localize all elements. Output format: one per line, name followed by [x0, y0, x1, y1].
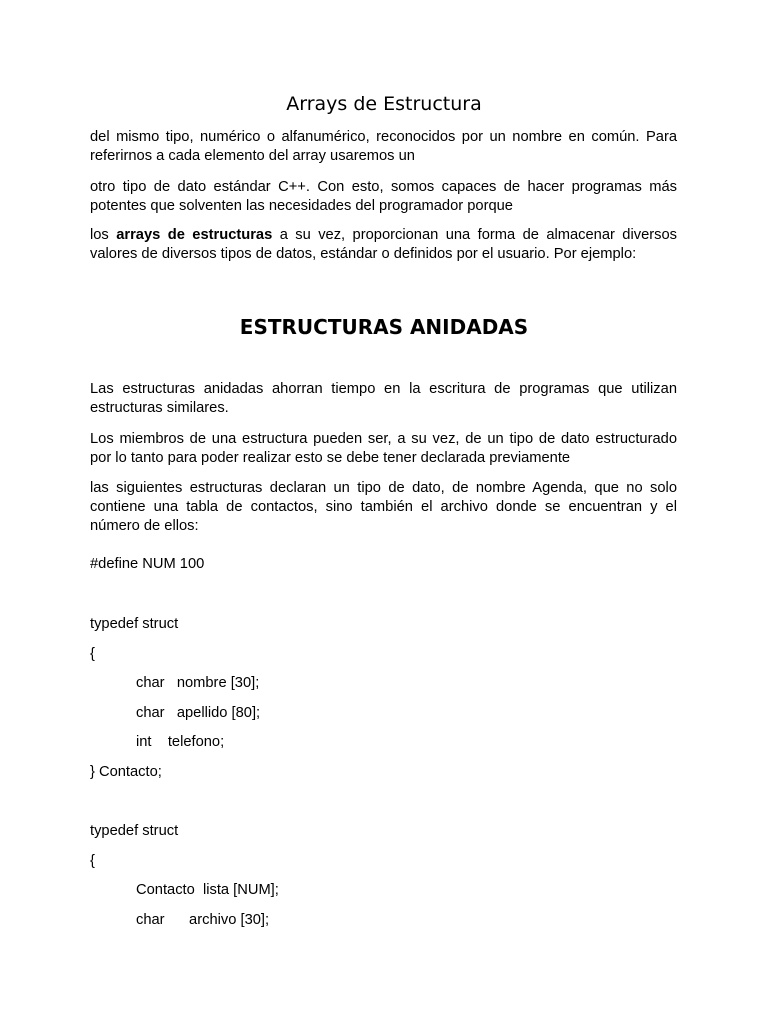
paragraph-5: Los miembros de una estructura pueden ser, a su vez, de un tipo de dato estructurado por lo tanto para poder realizar esto se debe tener declarada previamente [90, 431, 677, 466]
code-define: #define NUM 100 [90, 556, 205, 572]
section-heading: ESTRUCTURAS ANIDADAS [239, 315, 529, 339]
document-title: Arrays de Estructura [286, 93, 482, 115]
paragraph-4: Las estructuras anidadas ahorran tiempo en la escritura de programas que utilizan estructuras similares. [90, 381, 677, 416]
paragraph-3-suffix: a su vez, proporcionan una forma de almacenar diversos valores de diversos tipos de datos, estándar o definidos por el usuario. Por ejemplo: [90, 227, 678, 262]
code-line-archivo: char archivo [30]; [136, 912, 270, 928]
code-open-brace-1: { [90, 646, 95, 662]
code-typedef-1: typedef struct [90, 616, 179, 632]
code-open-brace-2: { [90, 853, 95, 869]
paragraph-3-prefix: los [90, 227, 117, 243]
code-line-apellido: char apellido [80]; [136, 705, 261, 721]
paragraph-3-bold: arrays de estructuras [116, 227, 273, 243]
code-line-telefono: int telefono; [136, 734, 225, 750]
code-typedef-2: typedef struct [90, 823, 179, 839]
paragraph-6: las siguientes estructuras declaran un tipo de dato, de nombre Agenda, que no solo contiene una tabla de contactos, sino también el archivo donde se encuentran y el número de ellos: [90, 480, 677, 534]
code-line-nombre: char nombre [30]; [136, 675, 260, 691]
paragraph-1: del mismo tipo, numérico o alfanumérico, reconocidos por un nombre en común. Para referirnos a cada elemento del array usaremos un [90, 129, 677, 164]
code-close-contacto: } Contacto; [90, 764, 162, 780]
paragraph-2: otro tipo de dato estándar C++. Con esto, somos capaces de hacer programas más potentes que solventen las necesidades del programador porque [90, 179, 677, 214]
code-line-lista: Contacto lista [NUM]; [136, 882, 279, 898]
paragraph-3 [90, 226, 677, 264]
